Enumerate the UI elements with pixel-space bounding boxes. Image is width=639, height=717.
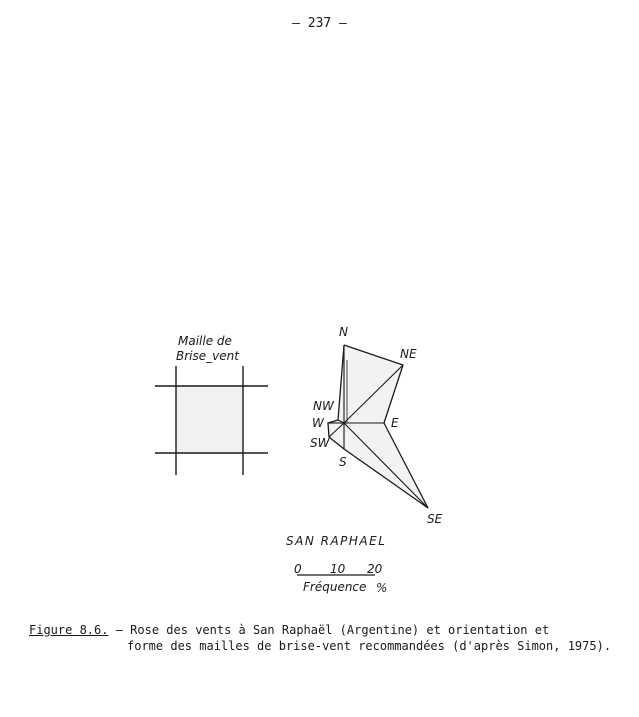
mesh-cell — [176, 386, 243, 453]
page-number: – 237 – — [292, 16, 347, 31]
mesh-title-line1: Maille de — [178, 334, 232, 348]
caption-line1-text: – Rose des vents à San Raphaël (Argentine) et orientation et — [115, 623, 550, 637]
scale-label: Fréquence — [303, 580, 367, 594]
caption-line2-text: forme des mailles de brise-vent recommandées (d'après Simon, 1975). — [127, 639, 612, 653]
mesh-title-line2: Brise_vent — [176, 349, 239, 363]
windbreak-mesh-diagram — [155, 334, 268, 475]
scale-tick-label-10: 10 — [330, 562, 346, 576]
wind-rose-fill — [328, 345, 428, 508]
caption-figure-label: Figure 8.6. — [29, 623, 109, 637]
label-n: N — [339, 325, 348, 339]
scale-tick-label-20: 20 — [367, 562, 383, 576]
label-se: SE — [427, 512, 443, 526]
label-sw: SW — [310, 436, 330, 450]
label-s: S — [339, 455, 347, 469]
label-e: E — [391, 416, 399, 430]
scale-tick-label-0: 0 — [294, 562, 302, 576]
label-ne: NE — [400, 347, 417, 361]
station-name: SAN RAPHAEL — [286, 534, 387, 548]
scale-unit: % — [376, 581, 388, 595]
label-nw: NW — [313, 399, 334, 413]
caption-line-2 — [29, 638, 629, 654]
caption-line-1 — [29, 622, 629, 638]
wind-rose — [286, 325, 443, 595]
frequency-scale — [294, 562, 387, 595]
label-w: W — [312, 416, 324, 430]
figure-caption — [29, 622, 629, 654]
